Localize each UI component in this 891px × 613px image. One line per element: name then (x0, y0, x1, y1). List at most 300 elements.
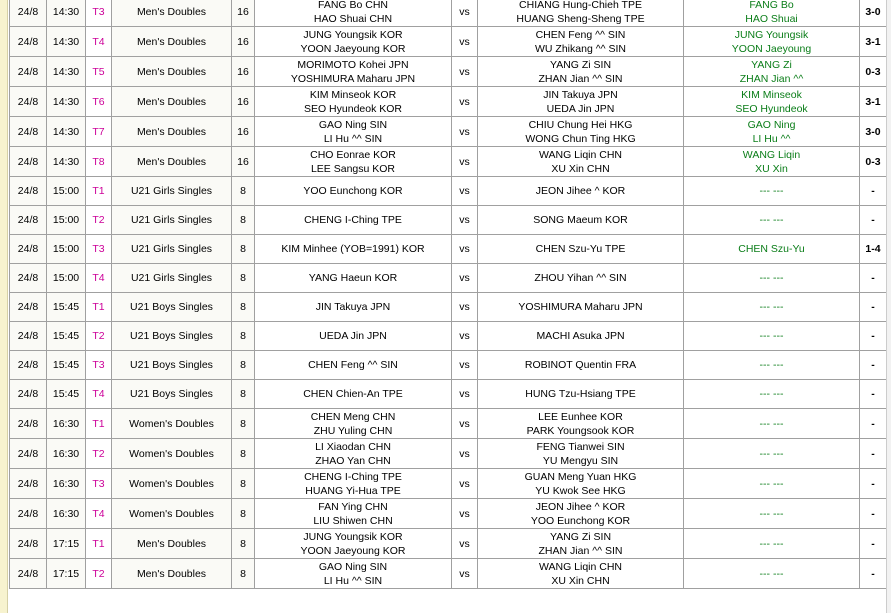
match-winner-line: WANG Liqin (742, 148, 801, 161)
match-score: 3-1 (860, 27, 887, 57)
player-two-line: UEDA Jin JPN (546, 102, 615, 115)
player-one (255, 409, 452, 439)
match-date: 24/8 (10, 117, 47, 147)
match-row (10, 380, 887, 409)
match-row (10, 147, 887, 177)
draw-size: 8 (232, 380, 255, 409)
table-number: T2 (86, 439, 112, 469)
match-winner (684, 499, 860, 529)
player-one (255, 147, 452, 177)
player-two-line: CHEN Szu-Yu TPE (535, 243, 626, 255)
match-winner (684, 380, 860, 409)
match-winner-line: YOON Jaeyoung (731, 42, 812, 55)
match-score: - (860, 529, 887, 559)
table-number: T2 (86, 206, 112, 235)
draw-size: 8 (232, 469, 255, 499)
draw-size: 16 (232, 57, 255, 87)
event-name: Women's Doubles (112, 469, 232, 499)
player-two (478, 529, 684, 559)
draw-size: 8 (232, 409, 255, 439)
match-row (10, 57, 887, 87)
match-score: 3-1 (860, 87, 887, 117)
player-two (478, 206, 684, 235)
versus-label: vs (452, 439, 478, 469)
table-number: T4 (86, 380, 112, 409)
match-score: - (860, 177, 887, 206)
match-row (10, 351, 887, 380)
player-two-line: JEON Jihee ^ KOR (535, 500, 626, 513)
versus-label: vs (452, 147, 478, 177)
player-one-line: CHO Eonrae KOR (310, 148, 396, 161)
event-name: U21 Girls Singles (112, 177, 232, 206)
table-number: T1 (86, 529, 112, 559)
versus-label: vs (452, 57, 478, 87)
player-one (255, 235, 452, 264)
match-row (10, 499, 887, 529)
match-winner-line: JUNG Youngsik (734, 28, 809, 41)
player-two (478, 87, 684, 117)
versus-label: vs (452, 0, 478, 27)
match-row (10, 409, 887, 439)
player-two (478, 499, 684, 529)
match-date: 24/8 (10, 380, 47, 409)
player-two (478, 439, 684, 469)
draw-size: 8 (232, 206, 255, 235)
match-row (10, 235, 887, 264)
player-two-line: MACHI Asuka JPN (536, 330, 625, 342)
player-one (255, 27, 452, 57)
match-row (10, 87, 887, 117)
player-one-line: HUANG Yi-Hua TPE (305, 484, 401, 497)
match-winner (684, 529, 860, 559)
match-date: 24/8 (10, 235, 47, 264)
event-name: Women's Doubles (112, 439, 232, 469)
match-time: 16:30 (47, 409, 86, 439)
match-winner-line: KIM Minseok (741, 88, 802, 101)
player-two-line: WU Zhikang ^^ SIN (535, 42, 626, 55)
match-time: 17:15 (47, 559, 86, 589)
player-one-line: LI Hu ^^ SIN (323, 132, 383, 145)
match-date: 24/8 (10, 439, 47, 469)
match-winner-line: --- --- (759, 537, 784, 550)
match-winner (684, 177, 860, 206)
table-number: T1 (86, 293, 112, 322)
table-number: T4 (86, 264, 112, 293)
match-row (10, 439, 887, 469)
match-score: - (860, 469, 887, 499)
event-name: Men's Doubles (112, 559, 232, 589)
match-date: 24/8 (10, 469, 47, 499)
match-time: 15:45 (47, 351, 86, 380)
player-one-line: HAO Shuai CHN (313, 12, 393, 25)
match-date: 24/8 (10, 559, 47, 589)
player-two (478, 409, 684, 439)
versus-label: vs (452, 380, 478, 409)
player-one-line: YOON Jaeyoung KOR (300, 544, 406, 557)
player-one-line: YOSHIMURA Maharu JPN (290, 72, 416, 85)
draw-size: 16 (232, 0, 255, 27)
match-date: 24/8 (10, 264, 47, 293)
event-name: U21 Boys Singles (112, 351, 232, 380)
match-time: 16:30 (47, 499, 86, 529)
event-name: U21 Girls Singles (112, 206, 232, 235)
event-name: U21 Girls Singles (112, 264, 232, 293)
event-name: Men's Doubles (112, 117, 232, 147)
table-number: T4 (86, 27, 112, 57)
player-two-line: ROBINOT Quentin FRA (524, 359, 637, 371)
player-two-line: FENG Tianwei SIN (536, 440, 625, 453)
player-one (255, 499, 452, 529)
versus-label: vs (452, 322, 478, 351)
match-row (10, 27, 887, 57)
player-one-line: KIM Minhee (YOB=1991) KOR (281, 243, 425, 255)
match-row (10, 529, 887, 559)
match-score: 1-4 (860, 235, 887, 264)
match-date: 24/8 (10, 206, 47, 235)
player-two-line: ZHAN Jian ^^ SIN (538, 72, 623, 85)
player-one-line: SEO Hyundeok KOR (303, 102, 403, 115)
table-number: T1 (86, 409, 112, 439)
player-one-line: YOON Jaeyoung KOR (300, 42, 406, 55)
player-two-line: CHEN Feng ^^ SIN (535, 28, 626, 41)
player-two-line: CHIU Chung Hei HKG (528, 118, 633, 131)
match-winner-line: --- --- (759, 507, 784, 520)
draw-size: 8 (232, 293, 255, 322)
event-name: Women's Doubles (112, 499, 232, 529)
player-two (478, 264, 684, 293)
table-number: T2 (86, 559, 112, 589)
match-time: 16:30 (47, 439, 86, 469)
player-one-line: YOO Eunchong KOR (303, 185, 403, 197)
player-two (478, 117, 684, 147)
player-two-line: YANG Zi SIN (549, 58, 612, 71)
player-two-line: SONG Maeum KOR (533, 214, 628, 226)
table-number: T1 (86, 177, 112, 206)
player-two-line: WANG Liqin CHN (538, 560, 623, 573)
match-winner-line: FANG Bo (749, 0, 794, 11)
player-one-line: LI Xiaodan CHN (315, 440, 391, 453)
event-name: Men's Doubles (112, 0, 232, 27)
match-winner-line: HAO Shuai (745, 12, 798, 25)
draw-size: 16 (232, 147, 255, 177)
match-time: 15:45 (47, 322, 86, 351)
match-time: 14:30 (47, 0, 86, 27)
match-winner (684, 87, 860, 117)
match-winner (684, 264, 860, 293)
draw-size: 8 (232, 499, 255, 529)
right-edge-rail (886, 0, 891, 613)
player-two (478, 57, 684, 87)
match-score: - (860, 206, 887, 235)
match-row (10, 117, 887, 147)
table-number: T3 (86, 351, 112, 380)
match-winner (684, 57, 860, 87)
match-row (10, 322, 887, 351)
player-two-line: GUAN Meng Yuan HKG (524, 470, 637, 483)
table-number: T5 (86, 57, 112, 87)
versus-label: vs (452, 264, 478, 293)
draw-size: 16 (232, 27, 255, 57)
player-two-line: HUANG Sheng-Sheng TPE (516, 12, 645, 25)
match-row (10, 559, 887, 589)
player-two-line: LEE Eunhee KOR (538, 410, 623, 423)
match-row (10, 0, 887, 27)
match-time: 15:00 (47, 177, 86, 206)
match-score: - (860, 439, 887, 469)
event-name: U21 Boys Singles (112, 322, 232, 351)
player-two (478, 147, 684, 177)
draw-size: 8 (232, 235, 255, 264)
player-two (478, 0, 684, 27)
match-row (10, 264, 887, 293)
match-time: 15:45 (47, 293, 86, 322)
player-two-line: HUNG Tzu-Hsiang TPE (525, 388, 636, 400)
player-one-line: FAN Ying CHN (318, 500, 388, 513)
player-two-line: YANG Zi SIN (549, 530, 612, 543)
match-winner-line: YANG Zi (751, 58, 792, 71)
match-date: 24/8 (10, 27, 47, 57)
match-winner (684, 409, 860, 439)
match-winner-line: SEO Hyundeok (735, 102, 808, 115)
match-winner-line: --- --- (759, 447, 784, 460)
match-winner (684, 439, 860, 469)
match-winner-line: --- --- (759, 301, 784, 313)
player-one-line: CHEN Chien-An TPE (303, 388, 403, 400)
table-number: T3 (86, 0, 112, 27)
left-frame-border (0, 0, 8, 613)
player-two-line: ZHAN Jian ^^ SIN (538, 544, 623, 557)
player-one (255, 264, 452, 293)
draw-size: 8 (232, 439, 255, 469)
player-two-line: XU Xin CHN (551, 162, 610, 175)
match-date: 24/8 (10, 351, 47, 380)
player-one-line: LIU Shiwen CHN (313, 514, 393, 527)
player-one-line: CHENG I-Ching TPE (304, 470, 402, 483)
match-score: 0-3 (860, 57, 887, 87)
player-one-line: KIM Minseok KOR (309, 88, 397, 101)
match-winner-line: GAO Ning (747, 118, 796, 131)
player-one (255, 117, 452, 147)
player-one (255, 380, 452, 409)
player-two-line: JEON Jihee ^ KOR (535, 185, 626, 197)
player-two-line: YOSHIMURA Maharu JPN (518, 301, 643, 313)
match-winner-line: --- --- (759, 272, 784, 284)
versus-label: vs (452, 87, 478, 117)
player-two-line: PARK Youngsook KOR (526, 424, 635, 437)
match-winner (684, 147, 860, 177)
player-one-line: CHENG I-Ching TPE (304, 214, 402, 226)
match-date: 24/8 (10, 0, 47, 27)
player-one (255, 293, 452, 322)
event-name: Women's Doubles (112, 409, 232, 439)
match-row (10, 206, 887, 235)
versus-label: vs (452, 529, 478, 559)
player-two (478, 351, 684, 380)
player-one-line: GAO Ning SIN (318, 118, 388, 131)
match-winner (684, 469, 860, 499)
match-schedule-table (9, 0, 887, 589)
versus-label: vs (452, 235, 478, 264)
match-row (10, 177, 887, 206)
draw-size: 16 (232, 117, 255, 147)
match-time: 15:00 (47, 206, 86, 235)
match-time: 14:30 (47, 87, 86, 117)
match-row (10, 293, 887, 322)
draw-size: 8 (232, 351, 255, 380)
match-score: - (860, 559, 887, 589)
draw-size: 8 (232, 322, 255, 351)
player-one-line: CHEN Feng ^^ SIN (308, 359, 398, 371)
versus-label: vs (452, 499, 478, 529)
player-one (255, 351, 452, 380)
match-time: 16:30 (47, 469, 86, 499)
match-row (10, 469, 887, 499)
match-winner (684, 351, 860, 380)
table-number: T3 (86, 469, 112, 499)
match-winner-line: --- --- (759, 330, 784, 342)
player-two-line: YOO Eunchong KOR (530, 514, 631, 527)
match-time: 14:30 (47, 27, 86, 57)
match-score: 3-0 (860, 0, 887, 27)
draw-size: 8 (232, 264, 255, 293)
event-name: Men's Doubles (112, 529, 232, 559)
match-score: - (860, 499, 887, 529)
player-two-line: JIN Takuya JPN (543, 88, 618, 101)
player-one-line: JIN Takuya JPN (315, 301, 391, 313)
match-score: 0-3 (860, 147, 887, 177)
player-two (478, 469, 684, 499)
match-winner-line: --- --- (759, 388, 784, 400)
match-time: 14:30 (47, 57, 86, 87)
player-one (255, 87, 452, 117)
match-time: 14:30 (47, 147, 86, 177)
event-name: Men's Doubles (112, 57, 232, 87)
player-one-line: GAO Ning SIN (318, 560, 388, 573)
match-date: 24/8 (10, 177, 47, 206)
player-one-line: CHEN Meng CHN (310, 410, 396, 423)
player-one (255, 439, 452, 469)
player-two-line: YU Mengyu SIN (542, 454, 619, 467)
match-score: - (860, 351, 887, 380)
player-one (255, 57, 452, 87)
match-score: - (860, 322, 887, 351)
table-number: T2 (86, 322, 112, 351)
player-two (478, 235, 684, 264)
match-winner (684, 117, 860, 147)
versus-label: vs (452, 351, 478, 380)
event-name: Men's Doubles (112, 87, 232, 117)
player-two (478, 322, 684, 351)
match-winner (684, 0, 860, 27)
match-time: 15:00 (47, 235, 86, 264)
event-name: Men's Doubles (112, 27, 232, 57)
match-winner (684, 235, 860, 264)
match-rows (10, 0, 887, 589)
draw-size: 16 (232, 87, 255, 117)
table-number: T8 (86, 147, 112, 177)
player-two-line: CHIANG Hung-Chieh TPE (519, 0, 642, 11)
match-winner-line: --- --- (759, 477, 784, 490)
match-time: 17:15 (47, 529, 86, 559)
match-score: - (860, 293, 887, 322)
player-two-line: XU Xin CHN (551, 574, 610, 587)
match-date: 24/8 (10, 409, 47, 439)
match-date: 24/8 (10, 57, 47, 87)
player-two (478, 380, 684, 409)
player-two (478, 559, 684, 589)
match-score: - (860, 380, 887, 409)
match-date: 24/8 (10, 499, 47, 529)
player-one (255, 322, 452, 351)
match-time: 15:45 (47, 380, 86, 409)
versus-label: vs (452, 117, 478, 147)
match-winner-line: LI Hu ^^ (752, 132, 791, 145)
match-winner-line: --- --- (759, 359, 784, 371)
match-winner-line: ZHAN Jian ^^ (739, 72, 804, 85)
event-name: U21 Boys Singles (112, 380, 232, 409)
player-one-line: UEDA Jin JPN (319, 330, 387, 342)
player-one-line: ZHU Yuling CHN (313, 424, 393, 437)
player-two-line: YU Kwok See HKG (535, 484, 626, 497)
player-two-line: ZHOU Yihan ^^ SIN (534, 272, 627, 284)
versus-label: vs (452, 293, 478, 322)
table-number: T6 (86, 87, 112, 117)
versus-label: vs (452, 27, 478, 57)
player-one (255, 0, 452, 27)
player-two (478, 27, 684, 57)
player-one (255, 177, 452, 206)
player-one-line: LEE Sangsu KOR (310, 162, 396, 175)
player-one (255, 559, 452, 589)
player-two-line: WANG Liqin CHN (538, 148, 623, 161)
player-one-line: JUNG Youngsik KOR (303, 530, 403, 543)
versus-label: vs (452, 469, 478, 499)
match-score: - (860, 409, 887, 439)
draw-size: 8 (232, 559, 255, 589)
versus-label: vs (452, 177, 478, 206)
match-winner (684, 559, 860, 589)
match-winner-line: --- --- (759, 214, 784, 226)
player-one-line: FANG Bo CHN (317, 0, 388, 11)
player-two-line: WONG Chun Ting HKG (525, 132, 636, 145)
match-date: 24/8 (10, 147, 47, 177)
match-winner-line: --- --- (759, 567, 784, 580)
player-one-line: MORIMOTO Kohei JPN (297, 58, 409, 71)
match-date: 24/8 (10, 87, 47, 117)
player-two (478, 293, 684, 322)
match-winner-line: --- --- (759, 417, 784, 430)
match-winner (684, 293, 860, 322)
versus-label: vs (452, 559, 478, 589)
event-name: Men's Doubles (112, 147, 232, 177)
match-time: 14:30 (47, 117, 86, 147)
player-one-line: JUNG Youngsik KOR (303, 28, 403, 41)
draw-size: 8 (232, 177, 255, 206)
versus-label: vs (452, 409, 478, 439)
match-winner (684, 27, 860, 57)
player-one-line: LI Hu ^^ SIN (323, 574, 383, 587)
event-name: U21 Girls Singles (112, 235, 232, 264)
event-name: U21 Boys Singles (112, 293, 232, 322)
match-date: 24/8 (10, 322, 47, 351)
match-winner (684, 322, 860, 351)
player-one (255, 206, 452, 235)
table-number: T3 (86, 235, 112, 264)
player-one-line: YANG Haeun KOR (308, 272, 398, 284)
match-winner-line: --- --- (759, 185, 784, 197)
table-number: T7 (86, 117, 112, 147)
player-one (255, 529, 452, 559)
